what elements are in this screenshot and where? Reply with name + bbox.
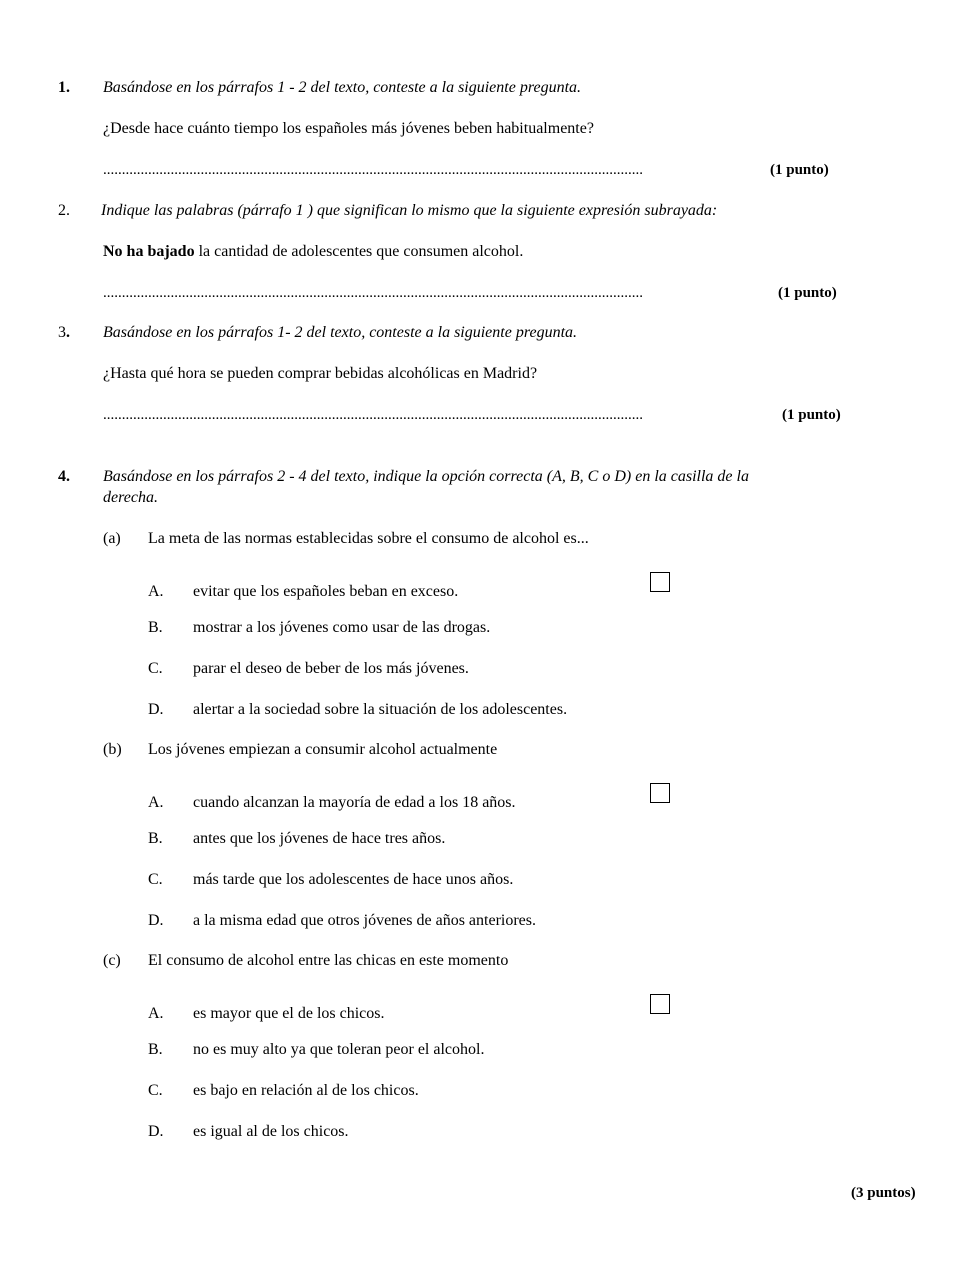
q4c-answer-box[interactable] bbox=[650, 994, 670, 1014]
q4-instruction-line1: Basándose en los párrafos 2 - 4 del texto, indique la opción correcta (A, B, C o D) en la casilla de la bbox=[103, 468, 749, 485]
q1-number: 1. bbox=[58, 79, 70, 96]
q4a-option-d-label: D. bbox=[148, 701, 164, 718]
q4c-label: (c) bbox=[103, 952, 121, 969]
q3-instruction: Basándose en los párrafos 1- 2 del texto, conteste a la siguiente pregunta. bbox=[103, 324, 578, 341]
q4c-text: El consumo de alcohol entre las chicas en este momento bbox=[148, 952, 509, 969]
q2-points: (1 punto) bbox=[778, 285, 837, 301]
q4a-option-a-text: evitar que los españoles beban en exceso. bbox=[193, 583, 459, 600]
q2-answer-line[interactable]: ................................................................................................................................................ bbox=[103, 285, 643, 301]
q4c-option-b-text: no es muy alto ya que toleran peor el alcohol. bbox=[193, 1041, 485, 1058]
q2-phrase-bold: No ha bajado bbox=[103, 243, 195, 260]
q4c-option-d-label: D. bbox=[148, 1123, 164, 1140]
q4b-text: Los jóvenes empiezan a consumir alcohol actualmente bbox=[148, 741, 498, 758]
q2-number: 2. bbox=[58, 202, 70, 219]
q4b-option-b-label: B. bbox=[148, 830, 163, 847]
q4c-option-a-label: A. bbox=[148, 1005, 164, 1022]
q4-instruction-line2: derecha. bbox=[103, 489, 158, 506]
q2-phrase bbox=[103, 242, 523, 262]
q4a-option-b-text: mostrar a los jóvenes como usar de las drogas. bbox=[193, 619, 491, 636]
q4a-option-c-label: C. bbox=[148, 660, 163, 677]
q1-question: ¿Desde hace cuánto tiempo los españoles más jóvenes beben habitualmente? bbox=[103, 120, 594, 137]
q3-points: (1 punto) bbox=[782, 407, 841, 423]
q4b-answer-box[interactable] bbox=[650, 783, 670, 803]
q1-answer-line[interactable]: ................................................................................................................................................ bbox=[103, 162, 643, 178]
q4a-label: (a) bbox=[103, 530, 121, 547]
q4b-option-d-label: D. bbox=[148, 912, 164, 929]
q4b-option-b-text: antes que los jóvenes de hace tres años. bbox=[193, 830, 446, 847]
q4c-option-c-label: C. bbox=[148, 1082, 163, 1099]
q2-instruction: Indique las palabras (párrafo 1 ) que significan lo mismo que la siguiente expresión subrayada: bbox=[101, 202, 718, 219]
q4a-option-a-label: A. bbox=[148, 583, 164, 600]
q4b-option-a-text: cuando alcanzan la mayoría de edad a los 18 años. bbox=[193, 794, 516, 811]
q3-question: ¿Hasta qué hora se pueden comprar bebidas alcohólicas en Madrid? bbox=[103, 365, 538, 382]
q4a-answer-box[interactable] bbox=[650, 572, 670, 592]
q3-answer-line[interactable]: ................................................................................................................................................ bbox=[103, 407, 643, 423]
q4b-option-c-label: C. bbox=[148, 871, 163, 888]
q4a-option-b-label: B. bbox=[148, 619, 163, 636]
q4a-option-d-text: alertar a la sociedad sobre la situación de los adolescentes. bbox=[193, 701, 568, 718]
q4b-option-d-text: a la misma edad que otros jóvenes de años anteriores. bbox=[193, 912, 536, 929]
q2-phrase-rest: la cantidad de adolescentes que consumen alcohol. bbox=[194, 243, 524, 260]
q1-points: (1 punto) bbox=[770, 162, 829, 178]
q4a-option-c-text: parar el deseo de beber de los más jóvenes. bbox=[193, 660, 469, 677]
q4c-option-d-text: es igual al de los chicos. bbox=[193, 1123, 349, 1140]
q3-number-digit: 3 bbox=[58, 324, 66, 341]
q3-number bbox=[58, 323, 70, 343]
q4-points: (3 puntos) bbox=[851, 1185, 916, 1201]
q4b-label: (b) bbox=[103, 741, 122, 758]
q4c-option-c-text: es bajo en relación al de los chicos. bbox=[193, 1082, 419, 1099]
q4b-option-a-label: A. bbox=[148, 794, 164, 811]
q4-number: 4. bbox=[58, 468, 70, 485]
q4b-option-c-text: más tarde que los adolescentes de hace unos años. bbox=[193, 871, 514, 888]
q3-number-dot: . bbox=[66, 324, 70, 341]
q4c-option-a-text: es mayor que el de los chicos. bbox=[193, 1005, 385, 1022]
q4c-option-b-label: B. bbox=[148, 1041, 163, 1058]
q1-instruction: Basándose en los párrafos 1 - 2 del texto, conteste a la siguiente pregunta. bbox=[103, 79, 582, 96]
q4a-text: La meta de las normas establecidas sobre el consumo de alcohol es... bbox=[148, 530, 589, 547]
